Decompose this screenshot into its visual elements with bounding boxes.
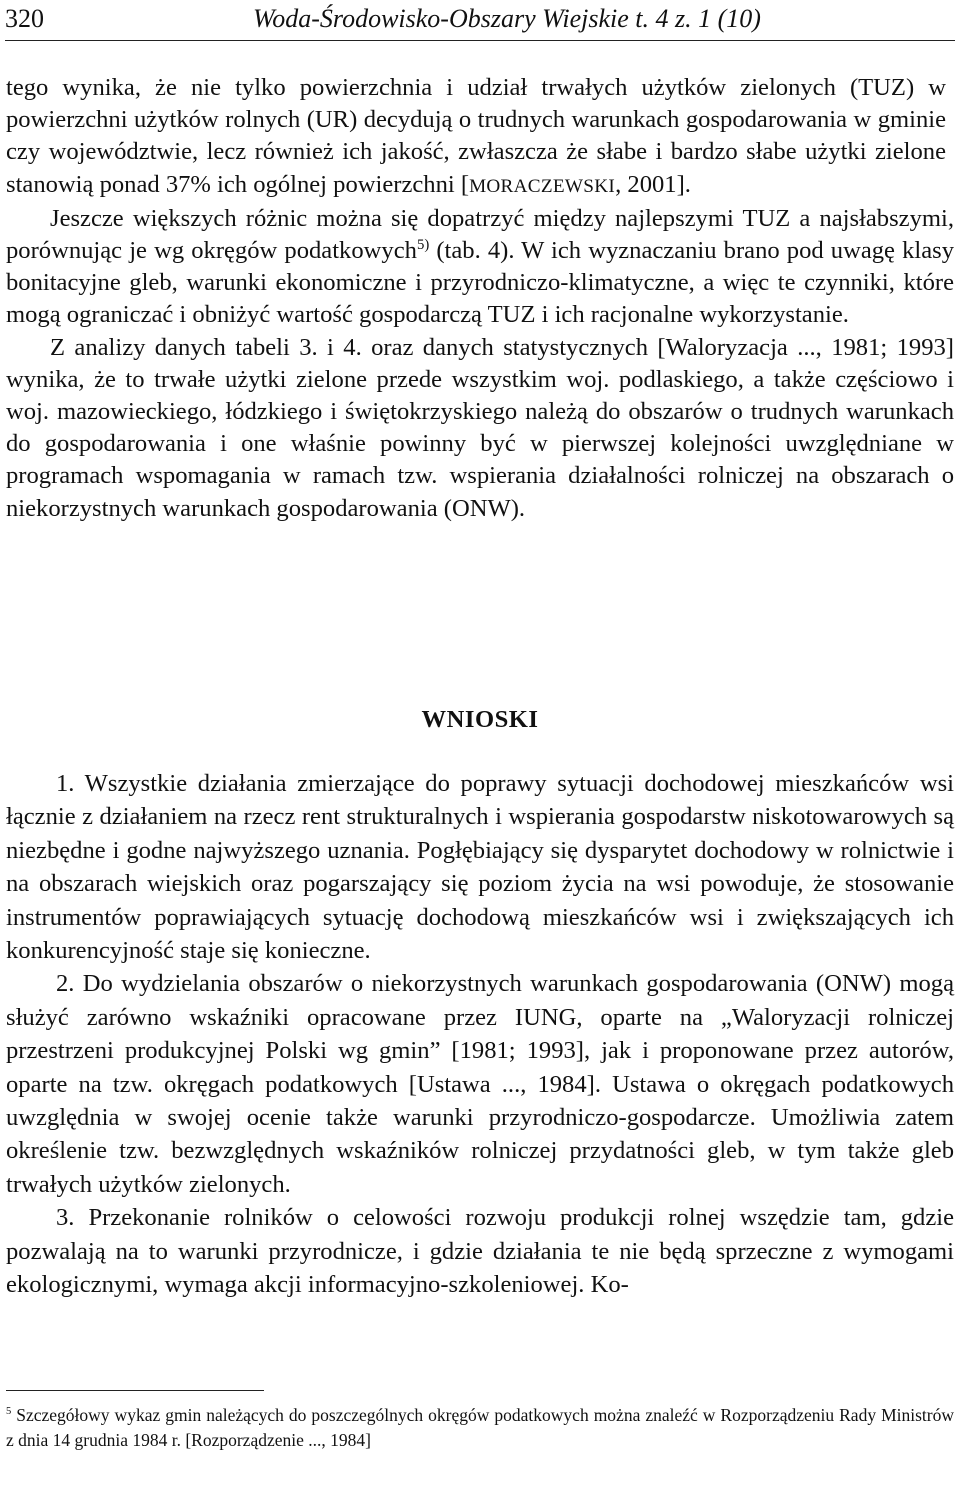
conclusions-list [6, 767, 954, 1302]
paragraph-text: tego wynika, że nie tylko powierzchnia i udział trwałych użytków zielonych (TUZ) w powierzchni użytków rolnych (UR) decydują o trudnych warunkach gospodarowania w gminie czy województwie, lecz również ich jakość, zwłaszcza że słabe i bardzo słabe użytki zielone stanowią ponad 37% ich ogólnej powierzchni [ [6, 74, 946, 198]
citation-year: , 2001]. [615, 170, 691, 198]
section-heading: WNIOSKI [421, 706, 539, 733]
paragraph-continued [6, 72, 954, 203]
paragraph: Z analizy danych tabeli 3. i 4. oraz danych statystycznych [Waloryzacja ..., 1981; 1993] wynika, że to trwałe użytki zielone przede wszystkim woj. podlaskiego, a także częściowo i woj. mazowieckiego, łódzkiego i świętokrzyskiego należą do obszarów o trudnych warunkach do gospodarowania i one właśnie powinny być w pierwszej kolejności uwzględniane w programach wspomagania w ramach tzw. wspierania działalności rolniczej na obszarach o niekorzystnych warunkach gospodarowania (ONW). [6, 333, 954, 522]
citation-author: MORACZEWSKI [469, 175, 616, 197]
paragraph-text: Jeszcze większych różnic można się dopatrzyć między najlepszymi TUZ a najsłabszymi, porównując je wg okręgów podatkowych [6, 204, 954, 265]
paragraph [6, 203, 954, 332]
page-number: 320 [5, 4, 44, 33]
paragraph-text: (tab. 4). W ich wyznaczaniu brano pod uwagę klasy bonitacyjne gleb, warunki ekonomiczne i przyrodniczo-klimatyczne, a więc te czynniki, które mogą ograniczać i obniżyć wartość gospodarczą TUZ i ich racjonalne wykorzystanie. [6, 237, 955, 329]
conclusion-item: 3. Przekonanie rolników o celowości rozwoju produkcji rolnej wszędzie tam, gdzie pozwalają na to warunki przyrodnicze, i gdzie działania te nie będą sprzeczne z wymogami ekologicznymi, wymaga akcji informacyjno-szkoleniowej. Ko- [6, 1204, 954, 1299]
footnote-reference: 5) [416, 236, 430, 253]
running-title: Woda-Środowisko-Obszary Wiejskie t. 4 z. 1 (10) [253, 4, 761, 33]
conclusion-item: 2. Do wydzielania obszarów o niekorzystnych warunkach gospodarowania (ONW) mogą służyć zarówno wskaźniki opracowane przez IUNG, oparte na „Waloryzacji rolniczej przestrzeni produkcyjnej Polski wg gmin” [1981; 1993], jak i proponowane przez autorów, oparte na tzw. okręgach podatkowych [Ustawa ..., 1984]. Ustawa o okręgach podatkowych uwzględnia w swojej ocenie także warunki przyrodniczo-gospodarcze. Umożliwia zatem określenie tzw. bezwzględnych wskaźników rolniczej przydatności gleb, w tym także gleb trwałych użytków zielonych. [6, 970, 954, 1198]
page-header [5, 0, 955, 41]
footnote-text: Szczegółowy wykaz gmin należących do poszczególnych okręgów podatkowych można znaleźć w Rozporządzeniu Rady Ministrów z dnia 14 grudnia 1984 r. [Rozporządzenie ..., 1984] [6, 1405, 954, 1450]
footnote-divider [6, 1390, 264, 1391]
footnote-marker: 5 [6, 1406, 12, 1418]
footnote [6, 1403, 954, 1453]
main-text [6, 72, 954, 525]
conclusion-item: 1. Wszystkie działania zmierzające do poprawy sytuacji dochodowej mieszkańców wsi łącznie z działaniem na rzecz rent strukturalnych i wspierania gospodarstw niskotowarowych są niezbędne i godne najwyższego uznania. Pogłębiający się dysparytet dochodowy w rolnictwie i na obszarach wiejskich oraz pogarszający się poziom życia na wsi powoduje, że stosowanie instrumentów poprawiających sytuację dochodową mieszkańców wsi i zwiększających ich konkurencyjność staje się konieczne. [6, 770, 954, 965]
